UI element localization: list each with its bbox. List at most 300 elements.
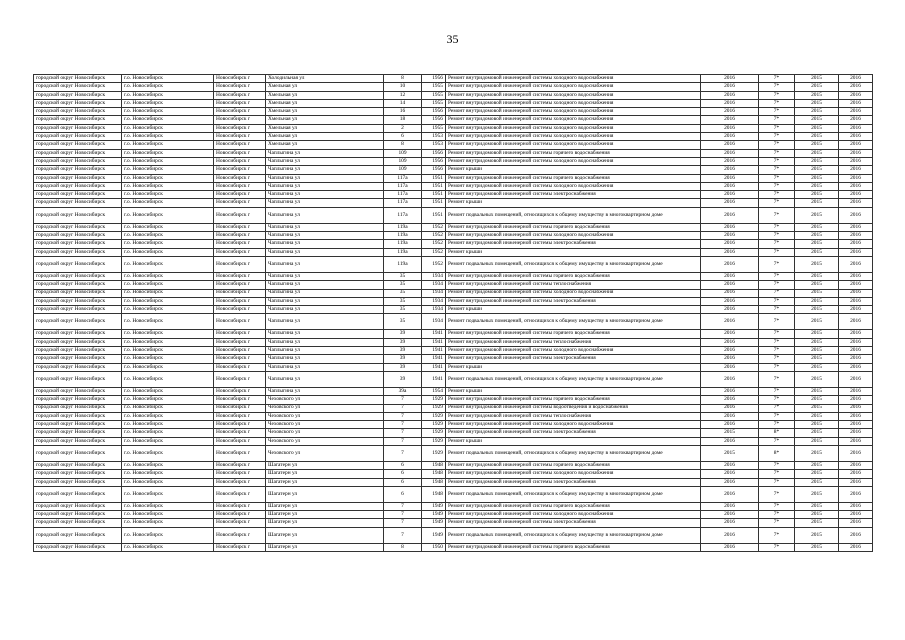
street-cell: Чеховского ул — [266, 396, 384, 404]
house-number-cell: 39 — [384, 330, 422, 338]
work-type-cell: Ремонт подвальных помещений, относящихся к общему имуществу в многоквартирном доме — [446, 527, 701, 543]
house-number-cell: 39 — [384, 363, 422, 371]
city-cell: Новосибирск г — [214, 486, 266, 502]
district-cell: городской округ Новосибирск — [34, 421, 122, 429]
period-cell: 7* — [759, 232, 795, 240]
build-year-cell: 1929 — [422, 445, 446, 461]
settlement-cell: г.о. Новосибирск — [122, 330, 214, 338]
plan-year-cell: 2016 — [701, 240, 759, 248]
house-number-cell: 2 — [384, 124, 422, 132]
start-year-cell: 2015 — [795, 166, 839, 174]
start-year-cell: 2015 — [795, 256, 839, 272]
settlement-cell: г.о. Новосибирск — [122, 289, 214, 297]
street-cell: Чаплыгина ул — [266, 338, 384, 346]
period-cell: 7* — [759, 486, 795, 502]
street-cell: Чаплыгина ул — [266, 306, 384, 314]
build-year-cell: 1941 — [422, 363, 446, 371]
street-cell: Чеховского ул — [266, 437, 384, 445]
settlement-cell: г.о. Новосибирск — [122, 272, 214, 280]
start-year-cell: 2015 — [795, 338, 839, 346]
house-number-cell: 35 — [384, 289, 422, 297]
house-number-cell: 8 — [384, 141, 422, 149]
work-type-cell: Ремонт внутридомовой инженерной системы холодного водоснабжения — [446, 116, 701, 124]
house-number-cell: 7 — [384, 502, 422, 510]
street-cell: Шагатерн ул — [266, 486, 384, 502]
plan-year-cell: 2016 — [701, 306, 759, 314]
district-cell: городской округ Новосибирск — [34, 355, 122, 363]
period-cell: 7* — [759, 519, 795, 527]
build-year-cell: 1952 — [422, 223, 446, 231]
plan-year-cell: 2016 — [701, 124, 759, 132]
work-type-cell: Ремонт крыши — [446, 199, 701, 207]
city-cell: Новосибирск г — [214, 191, 266, 199]
plan-year-cell: 2016 — [701, 281, 759, 289]
period-cell: 7* — [759, 157, 795, 165]
district-cell: городской округ Новосибирск — [34, 330, 122, 338]
district-cell: городской округ Новосибирск — [34, 116, 122, 124]
plan-year-cell: 2016 — [701, 437, 759, 445]
table-row — [34, 502, 873, 510]
street-cell: Хмельная ул — [266, 91, 384, 99]
house-number-cell: 16 — [384, 108, 422, 116]
plan-year-cell: 2016 — [701, 338, 759, 346]
district-cell: городской округ Новосибирск — [34, 174, 122, 182]
work-type-cell: Ремонт внутридомовой инженерной системы электроснабжения — [446, 429, 701, 437]
build-year-cell: 1934 — [422, 297, 446, 305]
settlement-cell: г.о. Новосибирск — [122, 527, 214, 543]
street-cell: Чаплыгина ул — [266, 248, 384, 256]
table-row — [34, 75, 873, 83]
table-row — [34, 99, 873, 107]
house-number-cell: 7 — [384, 404, 422, 412]
street-cell: Чаплыгина ул — [266, 371, 384, 387]
end-year-cell: 2016 — [839, 207, 873, 223]
period-cell: 7* — [759, 371, 795, 387]
work-type-cell: Ремонт внутридомовой инженерной системы холодного водоснабжения — [446, 470, 701, 478]
street-cell: Хмельная ул — [266, 108, 384, 116]
district-cell: городской округ Новосибирск — [34, 166, 122, 174]
end-year-cell: 2016 — [839, 461, 873, 469]
city-cell: Новосибирск г — [214, 256, 266, 272]
street-cell: Хмельная ул — [266, 99, 384, 107]
street-cell: Чаплыгина ул — [266, 232, 384, 240]
start-year-cell: 2015 — [795, 387, 839, 395]
start-year-cell: 2015 — [795, 141, 839, 149]
table-row — [34, 166, 873, 174]
table-row — [34, 141, 873, 149]
district-cell: городской округ Новосибирск — [34, 182, 122, 190]
district-cell: городской округ Новосибирск — [34, 141, 122, 149]
work-type-cell: Ремонт внутридомовой инженерной системы электроснабжения — [446, 240, 701, 248]
table-row — [34, 338, 873, 346]
district-cell: городской округ Новосибирск — [34, 75, 122, 83]
build-year-cell: 1951 — [422, 174, 446, 182]
start-year-cell: 2015 — [795, 527, 839, 543]
district-cell: городской округ Новосибирск — [34, 223, 122, 231]
period-cell: 7* — [759, 91, 795, 99]
table-row — [34, 396, 873, 404]
city-cell: Новосибирск г — [214, 223, 266, 231]
house-number-cell: 39 — [384, 371, 422, 387]
build-year-cell: 1956 — [422, 75, 446, 83]
start-year-cell: 2015 — [795, 445, 839, 461]
period-cell: 7* — [759, 272, 795, 280]
city-cell: Новосибирск г — [214, 281, 266, 289]
district-cell: городской округ Новосибирск — [34, 306, 122, 314]
city-cell: Новосибирск г — [214, 429, 266, 437]
table-row — [34, 207, 873, 223]
start-year-cell: 2015 — [795, 306, 839, 314]
plan-year-cell: 2016 — [701, 83, 759, 91]
settlement-cell: г.о. Новосибирск — [122, 371, 214, 387]
district-cell: городской округ Новосибирск — [34, 191, 122, 199]
city-cell: Новосибирск г — [214, 240, 266, 248]
plan-year-cell: 2016 — [701, 412, 759, 420]
house-number-cell: 6 — [384, 470, 422, 478]
district-cell: городской округ Новосибирск — [34, 404, 122, 412]
table-row — [34, 83, 873, 91]
house-number-cell: 6 — [384, 461, 422, 469]
city-cell: Новосибирск г — [214, 157, 266, 165]
plan-year-cell: 2016 — [701, 232, 759, 240]
city-cell: Новосибирск г — [214, 519, 266, 527]
table-row — [34, 297, 873, 305]
end-year-cell: 2016 — [839, 437, 873, 445]
city-cell: Новосибирск г — [214, 511, 266, 519]
work-type-cell: Ремонт подвальных помещений, относящихся к общему имуществу в многоквартирном доме — [446, 371, 701, 387]
period-cell: 7* — [759, 240, 795, 248]
period-cell: 7* — [759, 470, 795, 478]
city-cell: Новосибирск г — [214, 182, 266, 190]
table-row — [34, 519, 873, 527]
city-cell: Новосибирск г — [214, 306, 266, 314]
plan-year-cell: 2016 — [701, 272, 759, 280]
city-cell: Новосибирск г — [214, 338, 266, 346]
table-row — [34, 527, 873, 543]
table-row — [34, 478, 873, 486]
build-year-cell: 1955 — [422, 91, 446, 99]
table-row — [34, 182, 873, 190]
plan-year-cell: 2016 — [701, 223, 759, 231]
street-cell: Чаплыгина ул — [266, 199, 384, 207]
city-cell: Новосибирск г — [214, 99, 266, 107]
plan-year-cell: 2016 — [701, 191, 759, 199]
house-number-cell: 6 — [384, 133, 422, 141]
street-cell: Хмельная ул — [266, 141, 384, 149]
start-year-cell: 2015 — [795, 371, 839, 387]
table-row — [34, 248, 873, 256]
end-year-cell: 2016 — [839, 116, 873, 124]
table-row — [34, 240, 873, 248]
city-cell: Новосибирск г — [214, 355, 266, 363]
district-cell: городской округ Новосибирск — [34, 297, 122, 305]
work-type-cell: Ремонт крыши — [446, 437, 701, 445]
table-row — [34, 108, 873, 116]
end-year-cell: 2016 — [839, 157, 873, 165]
plan-year-cell: 2016 — [701, 199, 759, 207]
plan-year-cell: 2016 — [701, 478, 759, 486]
work-type-cell: Ремонт внутридомовой инженерной системы горячего водоснабжения — [446, 149, 701, 157]
table-row — [34, 543, 873, 551]
house-number-cell: 117а — [384, 182, 422, 190]
plan-year-cell: 2016 — [701, 387, 759, 395]
district-cell: городской округ Новосибирск — [34, 445, 122, 461]
table-row — [34, 412, 873, 420]
end-year-cell: 2016 — [839, 314, 873, 330]
start-year-cell: 2015 — [795, 421, 839, 429]
build-year-cell: 1951 — [422, 191, 446, 199]
work-type-cell: Ремонт внутридомовой инженерной системы водоотведения и водоснабжения — [446, 404, 701, 412]
table-row — [34, 429, 873, 437]
settlement-cell: г.о. Новосибирск — [122, 297, 214, 305]
work-type-cell: Ремонт внутридомовой инженерной системы горячего водоснабжения — [446, 461, 701, 469]
start-year-cell: 2015 — [795, 404, 839, 412]
district-cell: городской округ Новосибирск — [34, 511, 122, 519]
start-year-cell: 2015 — [795, 297, 839, 305]
end-year-cell: 2016 — [839, 256, 873, 272]
work-type-cell: Ремонт подвальных помещений, относящихся к общему имуществу в многоквартирном доме — [446, 207, 701, 223]
build-year-cell: 1949 — [422, 502, 446, 510]
end-year-cell: 2016 — [839, 338, 873, 346]
city-cell: Новосибирск г — [214, 404, 266, 412]
city-cell: Новосибирск г — [214, 396, 266, 404]
house-number-cell: 14 — [384, 99, 422, 107]
work-type-cell: Ремонт внутридомовой инженерной системы холодного водоснабжения — [446, 289, 701, 297]
settlement-cell: г.о. Новосибирск — [122, 347, 214, 355]
build-year-cell: 1952 — [422, 232, 446, 240]
work-type-cell: Ремонт внутридомовой инженерной системы холодного водоснабжения — [446, 232, 701, 240]
build-year-cell: 1929 — [422, 421, 446, 429]
city-cell: Новосибирск г — [214, 133, 266, 141]
plan-year-cell: 2016 — [701, 543, 759, 551]
build-year-cell: 1941 — [422, 338, 446, 346]
city-cell: Новосибирск г — [214, 470, 266, 478]
work-type-cell: Ремонт внутридомовой инженерной системы электроснабжения — [446, 519, 701, 527]
start-year-cell: 2015 — [795, 281, 839, 289]
house-number-cell: 35 — [384, 306, 422, 314]
street-cell: Шагатерн ул — [266, 527, 384, 543]
table-row — [34, 191, 873, 199]
city-cell: Новосибирск г — [214, 174, 266, 182]
work-type-cell: Ремонт подвальных помещений, относящихся к общему имуществу в многоквартирном доме — [446, 256, 701, 272]
build-year-cell: 1956 — [422, 157, 446, 165]
plan-year-cell: 2016 — [701, 486, 759, 502]
period-cell: 8* — [759, 429, 795, 437]
house-number-cell: 7 — [384, 421, 422, 429]
end-year-cell: 2016 — [839, 83, 873, 91]
street-cell: Чеховского ул — [266, 445, 384, 461]
street-cell: Чаплыгина ул — [266, 149, 384, 157]
work-type-cell: Ремонт внутридомовой инженерной системы холодного водоснабжения — [446, 347, 701, 355]
start-year-cell: 2015 — [795, 191, 839, 199]
start-year-cell: 2015 — [795, 437, 839, 445]
build-year-cell: 1934 — [422, 281, 446, 289]
district-cell: городской округ Новосибирск — [34, 149, 122, 157]
district-cell: городской округ Новосибирск — [34, 199, 122, 207]
district-cell: городской округ Новосибирск — [34, 387, 122, 395]
start-year-cell: 2015 — [795, 174, 839, 182]
table-row — [34, 256, 873, 272]
table-row — [34, 404, 873, 412]
end-year-cell: 2016 — [839, 297, 873, 305]
table-row — [34, 445, 873, 461]
street-cell: Чаплыгина ул — [266, 363, 384, 371]
city-cell: Новосибирск г — [214, 141, 266, 149]
district-cell: городской округ Новосибирск — [34, 502, 122, 510]
start-year-cell: 2015 — [795, 124, 839, 132]
house-number-cell: 119а — [384, 232, 422, 240]
build-year-cell: 1941 — [422, 330, 446, 338]
district-cell: городской округ Новосибирск — [34, 99, 122, 107]
city-cell: Новосибирск г — [214, 347, 266, 355]
settlement-cell: г.о. Новосибирск — [122, 157, 214, 165]
end-year-cell: 2016 — [839, 396, 873, 404]
table-row — [34, 330, 873, 338]
build-year-cell: 1934 — [422, 314, 446, 330]
street-cell: Шагатерн ул — [266, 543, 384, 551]
house-number-cell: 117а — [384, 207, 422, 223]
build-year-cell: 1929 — [422, 437, 446, 445]
period-cell: 7* — [759, 387, 795, 395]
start-year-cell: 2015 — [795, 486, 839, 502]
end-year-cell: 2016 — [839, 108, 873, 116]
house-number-cell: 119а — [384, 248, 422, 256]
period-cell: 7* — [759, 297, 795, 305]
table-row — [34, 157, 873, 165]
settlement-cell: г.о. Новосибирск — [122, 223, 214, 231]
work-type-cell: Ремонт крыши — [446, 387, 701, 395]
city-cell: Новосибирск г — [214, 199, 266, 207]
city-cell: Новосибирск г — [214, 412, 266, 420]
work-type-cell: Ремонт внутридомовой инженерной системы горячего водоснабжения — [446, 396, 701, 404]
end-year-cell: 2016 — [839, 281, 873, 289]
build-year-cell: 1934 — [422, 306, 446, 314]
plan-year-cell: 2015 — [701, 445, 759, 461]
end-year-cell: 2016 — [839, 133, 873, 141]
build-year-cell: 1948 — [422, 486, 446, 502]
street-cell: Чаплыгина ул — [266, 347, 384, 355]
table-row — [34, 461, 873, 469]
start-year-cell: 2015 — [795, 248, 839, 256]
work-type-cell: Ремонт крыши — [446, 306, 701, 314]
period-cell: 7* — [759, 207, 795, 223]
start-year-cell: 2015 — [795, 355, 839, 363]
settlement-cell: г.о. Новосибирск — [122, 338, 214, 346]
district-cell: городской округ Новосибирск — [34, 486, 122, 502]
period-cell: 7* — [759, 543, 795, 551]
end-year-cell: 2016 — [839, 445, 873, 461]
street-cell: Чаплыгина ул — [266, 182, 384, 190]
district-cell: городской округ Новосибирск — [34, 314, 122, 330]
district-cell: городской округ Новосибирск — [34, 256, 122, 272]
start-year-cell: 2015 — [795, 289, 839, 297]
settlement-cell: г.о. Новосибирск — [122, 83, 214, 91]
city-cell: Новосибирск г — [214, 297, 266, 305]
district-cell: городской округ Новосибирск — [34, 338, 122, 346]
end-year-cell: 2016 — [839, 412, 873, 420]
period-cell: 7* — [759, 83, 795, 91]
start-year-cell: 2015 — [795, 314, 839, 330]
district-cell: городской округ Новосибирск — [34, 133, 122, 141]
work-type-cell: Ремонт внутридомовой инженерной системы холодного водоснабжения — [446, 83, 701, 91]
build-year-cell: 1929 — [422, 404, 446, 412]
period-cell: 7* — [759, 199, 795, 207]
settlement-cell: г.о. Новосибирск — [122, 207, 214, 223]
house-number-cell: 119а — [384, 256, 422, 272]
plan-year-cell: 2016 — [701, 99, 759, 107]
build-year-cell: 1955 — [422, 124, 446, 132]
build-year-cell: 1950 — [422, 543, 446, 551]
period-cell: 7* — [759, 174, 795, 182]
build-year-cell: 1929 — [422, 429, 446, 437]
district-cell: городской округ Новосибирск — [34, 124, 122, 132]
plan-year-cell: 2016 — [701, 75, 759, 83]
work-type-cell: Ремонт внутридомовой инженерной системы холодного водоснабжения — [446, 421, 701, 429]
start-year-cell: 2015 — [795, 272, 839, 280]
work-type-cell: Ремонт крыши — [446, 248, 701, 256]
build-year-cell: 1934 — [422, 289, 446, 297]
district-cell: городской округ Новосибирск — [34, 371, 122, 387]
house-number-cell: 10 — [384, 83, 422, 91]
city-cell: Новосибирск г — [214, 502, 266, 510]
district-cell: городской округ Новосибирск — [34, 240, 122, 248]
start-year-cell: 2015 — [795, 543, 839, 551]
street-cell: Шагатерн ул — [266, 461, 384, 469]
city-cell: Новосибирск г — [214, 478, 266, 486]
period-cell: 7* — [759, 116, 795, 124]
build-year-cell: 1953 — [422, 141, 446, 149]
city-cell: Новосибирск г — [214, 445, 266, 461]
city-cell: Новосибирск г — [214, 75, 266, 83]
end-year-cell: 2016 — [839, 174, 873, 182]
work-type-cell: Ремонт внутридомовой инженерной системы холодного водоснабжения — [446, 124, 701, 132]
end-year-cell: 2016 — [839, 289, 873, 297]
build-year-cell: 1956 — [422, 116, 446, 124]
street-cell: Шагатерн ул — [266, 478, 384, 486]
district-cell: городской округ Новосибирск — [34, 429, 122, 437]
city-cell: Новосибирск г — [214, 289, 266, 297]
table-body — [34, 75, 873, 552]
build-year-cell: 1949 — [422, 519, 446, 527]
house-number-cell: 18 — [384, 116, 422, 124]
settlement-cell: г.о. Новосибирск — [122, 191, 214, 199]
settlement-cell: г.о. Новосибирск — [122, 149, 214, 157]
settlement-cell: г.о. Новосибирск — [122, 124, 214, 132]
end-year-cell: 2016 — [839, 363, 873, 371]
plan-year-cell: 2016 — [701, 502, 759, 510]
city-cell: Новосибирск г — [214, 83, 266, 91]
house-number-cell: 7 — [384, 437, 422, 445]
period-cell: 7* — [759, 527, 795, 543]
start-year-cell: 2015 — [795, 461, 839, 469]
settlement-cell: г.о. Новосибирск — [122, 248, 214, 256]
settlement-cell: г.о. Новосибирск — [122, 470, 214, 478]
start-year-cell: 2015 — [795, 91, 839, 99]
end-year-cell: 2016 — [839, 248, 873, 256]
settlement-cell: г.о. Новосибирск — [122, 412, 214, 420]
plan-year-cell: 2016 — [701, 289, 759, 297]
district-cell: городской округ Новосибирск — [34, 347, 122, 355]
district-cell: городской округ Новосибирск — [34, 157, 122, 165]
start-year-cell: 2015 — [795, 133, 839, 141]
house-number-cell: 6 — [384, 486, 422, 502]
street-cell: Чаплыгина ул — [266, 297, 384, 305]
build-year-cell: 1949 — [422, 511, 446, 519]
period-cell: 7* — [759, 191, 795, 199]
settlement-cell: г.о. Новосибирск — [122, 116, 214, 124]
period-cell: 7* — [759, 256, 795, 272]
period-cell: 7* — [759, 75, 795, 83]
